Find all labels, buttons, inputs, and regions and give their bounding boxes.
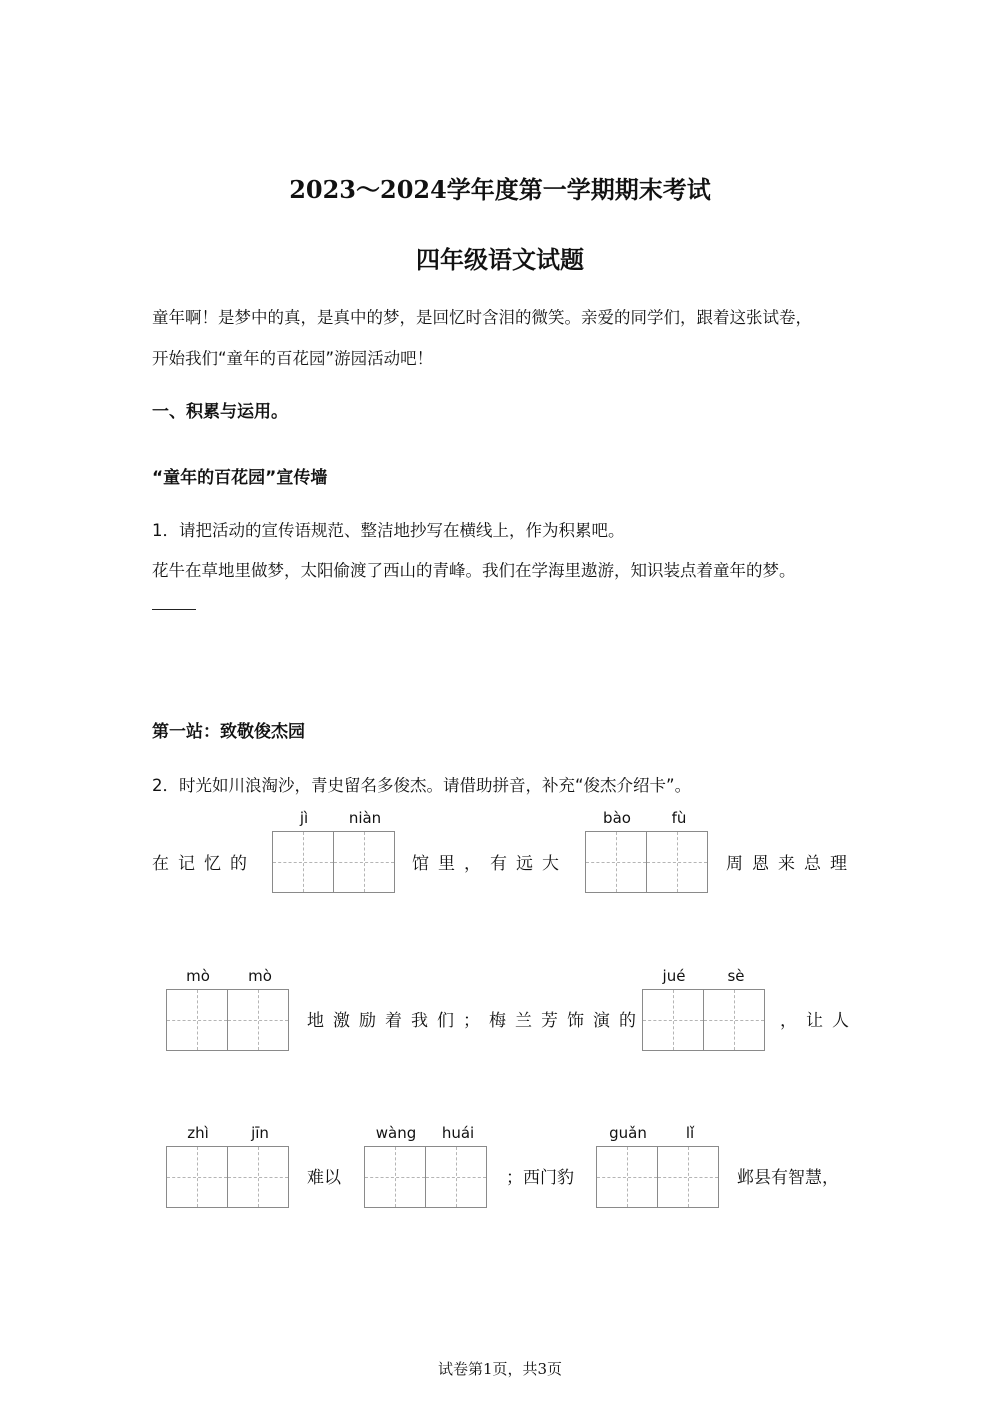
row3-text-2: ；西门豹 [506,1168,574,1188]
row3-text-3: 邺县有智慧， [737,1168,839,1188]
tian-grid-cell[interactable] [703,989,765,1051]
row2-text-2: ，让人 [780,1011,858,1031]
page-footer: 试卷第1页，共3页 [437,1360,563,1378]
answer-box-guanli[interactable] [596,1146,718,1208]
row1-text-3: 周恩来总理 [726,854,856,874]
row3-text-1: 难以 [307,1168,341,1188]
row2-text-1: 地激励着我们；梅兰芳饰演的 [307,1011,645,1031]
tian-grid-cell[interactable] [227,989,289,1051]
answer-box-jinian[interactable] [272,831,394,893]
row1-text-1: 在记忆的 [152,854,256,874]
answer-box-juese[interactable] [642,989,764,1051]
answer-line[interactable] [152,609,196,610]
tian-grid-cell[interactable] [585,831,647,893]
pinyin: guǎn [609,1124,647,1142]
pinyin: sè [727,967,745,985]
pinyin: jué [662,967,686,985]
answer-box-momo[interactable] [166,989,288,1051]
tian-grid-cell[interactable] [425,1146,487,1208]
pinyin: jì [299,809,309,827]
pinyin: wàng [375,1124,417,1142]
answer-box-zhijin[interactable] [166,1146,288,1208]
section-heading: 一、积累与运用。 [152,402,288,422]
pinyin: huái [441,1124,475,1142]
pinyin: mò [186,967,210,985]
pinyin: zhì [187,1124,209,1142]
answer-box-wanghuai[interactable] [364,1146,486,1208]
intro-line-2: 开始我们“童年的百花园”游园活动吧！ [152,349,434,368]
exam-title: 2023～2024学年度第一学期期末考试 [289,175,711,204]
tian-grid-cell[interactable] [166,989,228,1051]
tian-grid-cell[interactable] [333,831,395,893]
pinyin: mò [248,967,272,985]
pinyin: niàn [348,809,382,827]
tian-grid-cell[interactable] [227,1146,289,1208]
pinyin: lǐ [685,1124,695,1142]
pinyin: fù [671,809,687,827]
tian-grid-cell[interactable] [657,1146,719,1208]
row1-text-2: 馆里，有远大 [412,854,568,874]
pinyin: jīn [251,1124,269,1142]
question-1-text: 花牛在草地里做梦，太阳偷渡了西山的青峰。我们在学海里遨游，知识装点着童年的梦。 [152,561,796,580]
pinyin: bào [603,809,631,827]
wall-heading: “童年的百花园”宣传墙 [152,468,328,488]
tian-grid-cell[interactable] [642,989,704,1051]
tian-grid-cell[interactable] [166,1146,228,1208]
station-heading: 第一站：致敬俊杰园 [152,722,305,742]
tian-grid-cell[interactable] [272,831,334,893]
exam-subtitle: 四年级语文试题 [416,246,584,274]
question-1-prompt: 1．请把活动的宣传语规范、整洁地抄写在横线上，作为积累吧。 [152,521,625,540]
tian-grid-cell[interactable] [596,1146,658,1208]
answer-box-baofu[interactable] [585,831,707,893]
tian-grid-cell[interactable] [364,1146,426,1208]
question-2-prompt: 2．时光如川浪淘沙，青史留名多俊杰。请借助拼音，补充“俊杰介绍卡”。 [152,776,692,795]
intro-line-1: 童年啊！是梦中的真，是真中的梦，是回忆时含泪的微笑。亲爱的同学们，跟着这张试卷， [152,308,812,327]
tian-grid-cell[interactable] [646,831,708,893]
